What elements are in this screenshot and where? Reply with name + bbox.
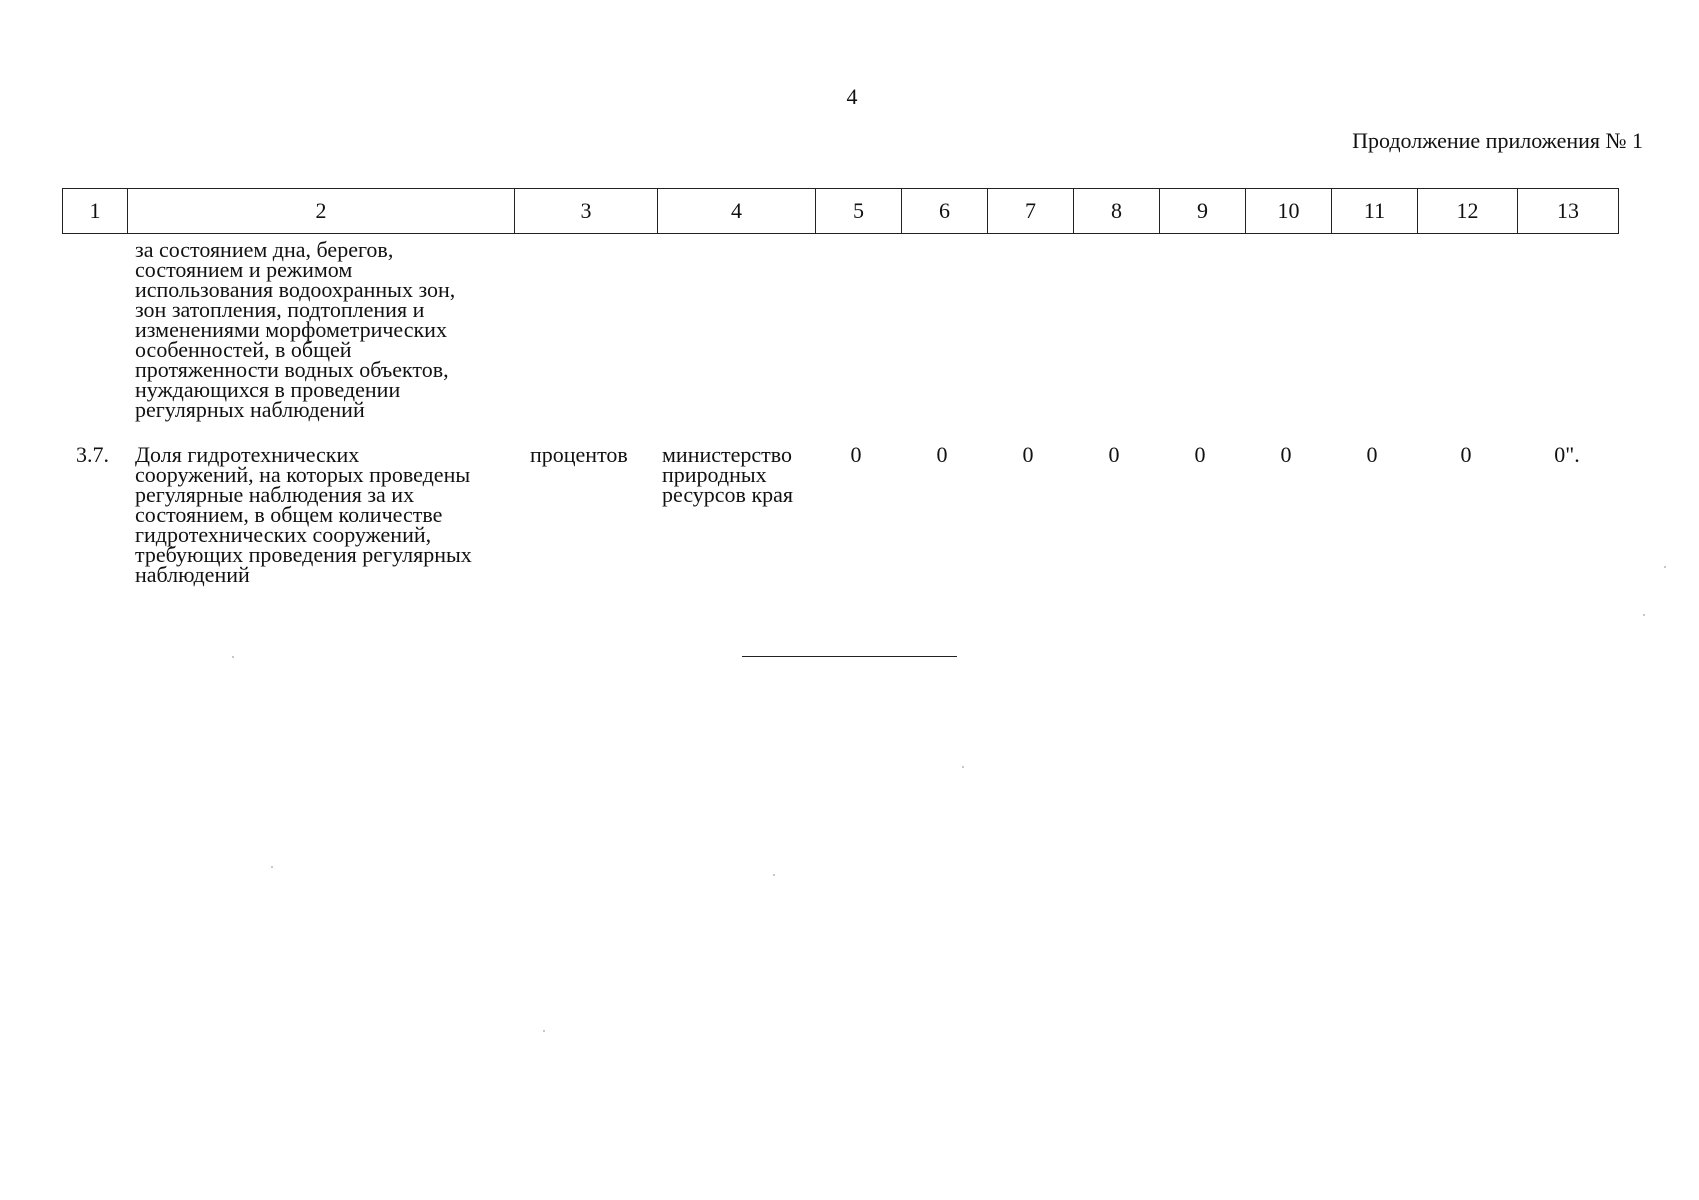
responsible-body (662, 442, 812, 507)
unit-of-measure: процентов (530, 442, 628, 467)
page-number: 4 (846, 84, 858, 109)
value-col-8: 0 (1108, 442, 1120, 467)
scan-speck (1664, 566, 1666, 568)
text-line: состоянием, в общем количестве (135, 502, 443, 527)
scan-speck (773, 874, 775, 876)
text-line: состоянием и режимом (135, 257, 353, 282)
text-line: регулярных наблюдений (135, 397, 365, 422)
header-col-10: 10 (1246, 189, 1332, 234)
header-col-9: 9 (1160, 189, 1246, 234)
header-col-11: 11 (1332, 189, 1418, 234)
text-line: нуждающихся в проведении (135, 377, 401, 402)
value-col-9: 0 (1194, 442, 1206, 467)
text-line: использования водоохранных зон, (135, 277, 456, 302)
value-col-7: 0 (1022, 442, 1034, 467)
text-line: наблюдений (135, 562, 250, 587)
header-col-3: 3 (515, 189, 658, 234)
text-line: министерство (662, 442, 793, 467)
value-col-5: 0 (850, 442, 862, 467)
text-line: природных (662, 462, 767, 487)
value-col-12: 0 (1460, 442, 1472, 467)
appendix-continuation-label: Продолжение приложения № 1 (1352, 128, 1643, 153)
text-line: гидротехнических сооружений, (135, 522, 432, 547)
value-col-6: 0 (936, 442, 948, 467)
header-col-7: 7 (988, 189, 1074, 234)
header-col-5: 5 (816, 189, 902, 234)
text-line: требующих проведения регулярных (135, 542, 472, 567)
continued-indicator-text (135, 237, 525, 422)
text-line: особенностей, в общей (135, 337, 352, 362)
scan-speck (232, 656, 234, 658)
header-col-8: 8 (1074, 189, 1160, 234)
end-of-table-rule (742, 656, 957, 657)
text-line: ресурсов края (662, 482, 794, 507)
text-line: Доля гидротехнических (135, 442, 360, 467)
text-line: протяженности водных объектов, (135, 357, 449, 382)
value-col-13: 0". (1554, 442, 1580, 467)
header-col-13: 13 (1518, 189, 1619, 234)
text-line: сооружений, на которых проведены (135, 462, 471, 487)
scan-speck (271, 866, 273, 868)
row-number: 3.7. (76, 442, 109, 467)
header-col-1: 1 (63, 189, 128, 234)
scan-speck (1643, 614, 1645, 616)
text-line: регулярные наблюдения за их (135, 482, 415, 507)
header-col-12: 12 (1418, 189, 1518, 234)
scan-speck (962, 766, 964, 768)
value-col-11: 0 (1366, 442, 1378, 467)
header-col-2: 2 (128, 189, 515, 234)
text-line: изменениями морфометрических (135, 317, 447, 342)
value-col-10: 0 (1280, 442, 1292, 467)
header-col-4: 4 (658, 189, 816, 234)
header-col-6: 6 (902, 189, 988, 234)
text-line: за состоянием дна, берегов, (135, 237, 394, 262)
text-line: зон затопления, подтопления и (135, 297, 425, 322)
indicator-name (135, 442, 515, 587)
column-number-header (62, 188, 1619, 234)
scan-speck (543, 1030, 545, 1032)
